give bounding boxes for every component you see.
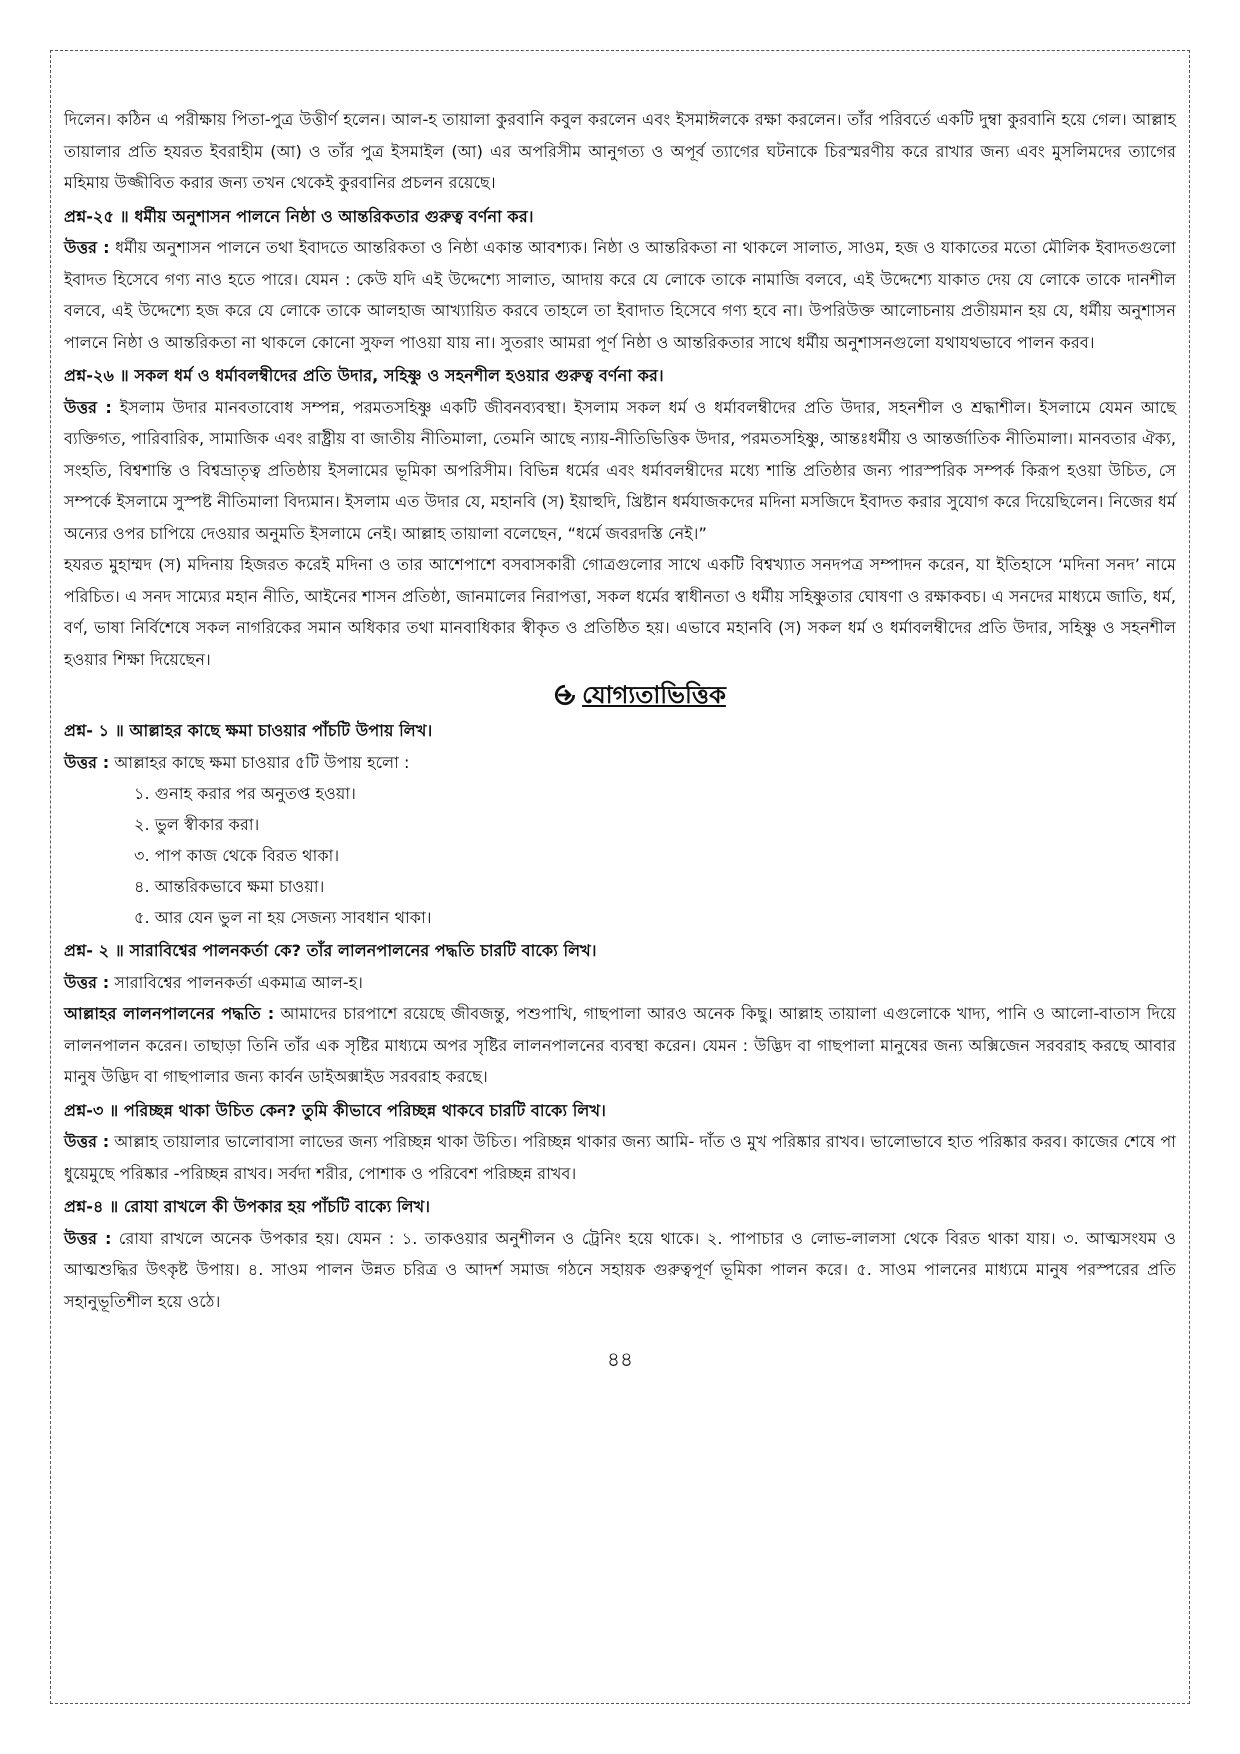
list-item: ৫. আর যেন ভুল না হয় সেজন্য সাবধান থাকা। (134, 908, 432, 927)
answer-label: উত্তর : (64, 397, 112, 417)
answer-label: উত্তর : (64, 972, 110, 992)
arrow-right-circle-icon (554, 684, 576, 706)
nurturing-method (64, 998, 1176, 1093)
competency-question-3: প্রশ্ন-৩ ॥ পরিচ্ছন্ন থাকা উচিত কেন? তুমি কীভাবে পরিচ্ছন্ন থাকবে চারটি বাক্যে লিখ। (64, 1100, 606, 1120)
competency-answer-3 (64, 1126, 1176, 1189)
answer-label: উত্তর : (64, 752, 110, 772)
competency-answer-4 (64, 1223, 1176, 1318)
competency-answer-2 (64, 967, 1176, 999)
answer-label: উত্তর : (64, 1228, 112, 1248)
answer-label: উত্তর : (64, 238, 110, 257)
list-item: ১. গুনাহ করার পর অনুতপ্ত হওয়া। (134, 784, 356, 803)
answer-label: উত্তর : (64, 1132, 110, 1151)
question-25: প্রশ্ন-২৫ ॥ ধর্মীয় অনুশাসন পালনে নিষ্ঠা ও আন্তরিকতার গুরুত্ব বর্ণনা কর। (64, 206, 534, 226)
question-26: প্রশ্ন-২৬ ॥ সকল ধর্ম ও ধর্মাবলম্বীদের প্রতি উদার, সহিষ্ণু ও সহনশীল হওয়ার গুরুত্ব বর্ণনা কর। (64, 366, 664, 385)
answer-26 (64, 392, 1176, 550)
answer-text: সারাবিশ্বের পালনকর্তা একমাত্র আল-হ। (109, 972, 363, 992)
answer-text: আল্লাহ তায়ালার ভালোবাসা লাভের জন্য পরিচ্ছন্ন থাকা উচিত। পরিচ্ছন্ন থাকার জন্য আমি- দাঁত ও মুখ পরিষ্কার রাখব। ভালোভাবে হাত পরিষ্কার করব। কাজের শেষে পা ধুয়েমুছে পরিষ্কার -পরিচ্ছন্ন রাখব। সর্বদা শরীর, পোশাক ও পরিবেশ পরিচ্ছন্ন রাখব। (64, 1132, 1176, 1183)
list-item: ৩. পাপ কাজ থেকে বিরত থাকা। (134, 846, 340, 865)
method-label: আল্লাহর লালনপালনের পদ্ধতি : (64, 1004, 275, 1023)
page-number: ৪৪ (607, 1347, 633, 1371)
list-item: ৪. আন্তরিকভাবে ক্ষমা চাওয়া। (134, 877, 325, 896)
answer-text: রোযা রাখলে অনেক উপকার হয়। যেমন : ১. তাকওয়ার অনুশীলন ও ট্রেনিং হয়ে থাকে। ২. পাপাচার ও লোভ-লালসা থেকে বিরত থাকা যায়। ৩. আত্মসংযম ও আত্মশুদ্ধির উৎকৃষ্ট উপায়। ৪. সাওম পালন উন্নত চরিত্র ও আদর্শ সমাজ গঠনে সহায়ক গুরুত্বপূর্ণ ভূমিকা পালন করে। ৫. সাওম পালনের মাধ্যমে মানুষ পরস্পরের প্রতি সহানুভূতিশীল হয়ে ওঠে। (64, 1228, 1177, 1311)
competency-question-2: প্রশ্ন- ২ ॥ সারাবিশ্বের পালনকর্তা কে? তাঁর লালনপালনের পদ্ধতি চারটি বাক্যে লিখ। (64, 941, 597, 960)
method-text: আমাদের চারপাশে রয়েছে জীবজন্তু, পশুপাখি, গাছপালা আরও অনেক কিছু। আল্লাহ তায়ালা এগুলোকে খাদ্য, পানি ও আলো-বাতাস দিয়ে লালনপালন করেন। তাছাড়া তিনি তাঁর এক সৃষ্টির মাধ্যমে অপর সৃষ্টির লালনপালনের ব্যবস্থা করেন। যেমন : উদ্ভিদ বা গাছপালা মানুষের জন্য অক্সিজেন সরবরাহ করছে আবার মানুষ উদ্ভিদ বা গাছপালার জন্য কার্বন ডাইঅক্সাইড সরবরাহ করছে। (64, 1004, 1176, 1086)
section-heading (104, 677, 1176, 713)
answer-text: আল্লাহর কাছে ক্ষমা চাওয়ার ৫টি উপায় হলো : (109, 752, 410, 772)
section-title: যোগ্যতাভিত্তিক (582, 681, 726, 709)
intro-paragraph: দিলেন। কঠিন এ পরীক্ষায় পিতা-পুত্র উত্তীর্ণ হলেন। আল-হ তায়ালা কুরবানি কবুল করলেন এবং ইসমাঈলকে রক্ষা করলেন। তাঁর পরিবর্তে একটি দুম্বা কুরবানি হয়ে গেল। আল্লাহ তায়ালার প্রতি হযরত ইবরাহীম (আ) ও তাঁর পুত্র ইসমাইল (আ) এর অপরিসীম আনুগত্য ও অপূর্ব ত্যাগের ঘটনাকে চিরস্মরণীয় করে রাখার জন্য এবং মুসলিমদের ত্যাগের মহিমায় উজ্জীবিত করার জন্য তখন থেকেই কুরবানির প্রচলন রয়েছে। (64, 110, 1176, 192)
answer-26-part-2: হযরত মুহাম্মদ (স) মদিনায় হিজরত করেই মদিনা ও তার আশেপাশে বসবাসকারী গোত্রগুলোর সাথে একটি বিশ্বখ্যাত সনদপত্র সম্পাদন করেন, যা ইতিহাসে ‘মদিনা সনদ’ নামে পরিচিত। এ সনদ সাম্যের মহান নীতি, আইনের শাসন প্রতিষ্ঠা, জানমালের নিরাপত্তা, সকল ধর্মের স্বাধীনতা ও ধর্মীয় সহিষ্ণুতার ঘোষণা ও রক্ষাকবচ। এ সনদের মাধ্যমে জাতি, ধর্ম, বর্ণ, ভাষা নির্বিশেষে সকল নাগরিকের সমান অধিকার তথা মানবাধিকার স্বীকৃত ও প্রতিষ্ঠিত হয়। এভাবে মহানবি (স) সকল ধর্ম ও ধর্মাবলম্বীদের প্রতি উদার, সহিষ্ণু ও সহনশীল হওয়ার শিক্ষা দিয়েছেন। (64, 555, 1176, 669)
answer-text: ধর্মীয় অনুশাসন পালনে তথা ইবাদতে আন্তরিকতা ও নিষ্ঠা একান্ত আবশ্যক। নিষ্ঠা ও আন্তরিকতা না থাকলে সালাত, সাওম, হজ ও যাকাতের মতো মৌলিক ইবাদতগুলো ইবাদত হিসেবে গণ্য নাও হতে পারে। যেমন : কেউ যদি এই উদ্দেশ্যে সালাত, আদায় করে যে লোকে তাকে নামাজি বলবে, এই উদ্দেশ্যে যাকাত দেয় যে লোকে তাকে দানশীল বলবে, এই উদ্দেশ্যে হজ করে যে লোকে তাকে আলহাজ আখ্যায়িত করবে তাহলে তা ইবাদাত হিসেবে গণ্য হবে না। উপরিউক্ত আলোচনায় প্রতীয়মান হয় যে, ধর্মীয় অনুশাসন পালনে নিষ্ঠা ও আন্তরিকতা না থাকলে কোনো সুফল পাওয়া যায় না। সুতরাং আমরা পূর্ণ নিষ্ঠা ও আন্তরিকতার সাথে ধর্মীয় অনুশাসনগুলো যথাযথভাবে পালন করব। (64, 238, 1177, 352)
competency-question-4: প্রশ্ন-৪ ॥ রোযা রাখলে কী উপকার হয় পাঁচটি বাক্যে লিখ। (64, 1197, 431, 1216)
forgiveness-ways-list (64, 778, 1176, 933)
competency-answer-1 (64, 747, 1176, 779)
competency-question-1: প্রশ্ন- ১ ॥ আল্লাহর কাছে ক্ষমা চাওয়ার পাঁচটি উপায় লিখ। (64, 721, 433, 740)
answer-text: ইসলাম উদার মানবতাবোধ সম্পন্ন, পরমতসহিষ্ণু একটি জীবনব্যবস্থা। ইসলাম সকল ধর্ম ও ধর্মাবলম্বীদের প্রতি উদার, সহনশীল ও শ্রদ্ধাশীল। ইসলামে যেমন আছে ব্যক্তিগত, পারিবারিক, সামাজিক এবং রাষ্ট্রীয় বা জাতীয় নীতিমালা, তেমনি আছে ন্যায়-নীতিভিত্তিক উদার, পরমতসহিষ্ণু, আন্তঃধর্মীয় ও আন্তর্জাতিক নীতিমালা। মানবতার ঐক্য, সংহতি, বিশ্বশান্তি ও বিশ্বভ্রাতৃত্ব প্রতিষ্ঠায় ইসলামের ভূমিকা অপরিসীম। বিভিন্ন ধর্মের এবং ধর্মাবলম্বীদের মধ্যে শান্তি প্রতিষ্ঠার জন্য পারস্পরিক সম্পর্ক কিরূপ হওয়া উচিত, সে সম্পর্কে ইসলামে সুস্পষ্ট নীতিমালা বিদ্যমান। ইসলাম এত উদার যে, মহানবি (স) ইয়াহুদি, খ্রিষ্টান ধর্মযাজকদের মদিনা মসজিদে ইবাদত করার সুযোগ করে দিয়েছিলেন। নিজের ধর্ম অন্যের ওপর চাপিয়ে দেওয়ার অনুমতি ইসলামে নেই। আল্লাহ তায়ালা বলেছেন, “ধর্মে জবরদস্তি নেই।” (64, 397, 1177, 543)
answer-25 (64, 232, 1176, 358)
page-content (64, 104, 1176, 1317)
list-item: ২. ভুল স্বীকার করা। (134, 815, 260, 834)
